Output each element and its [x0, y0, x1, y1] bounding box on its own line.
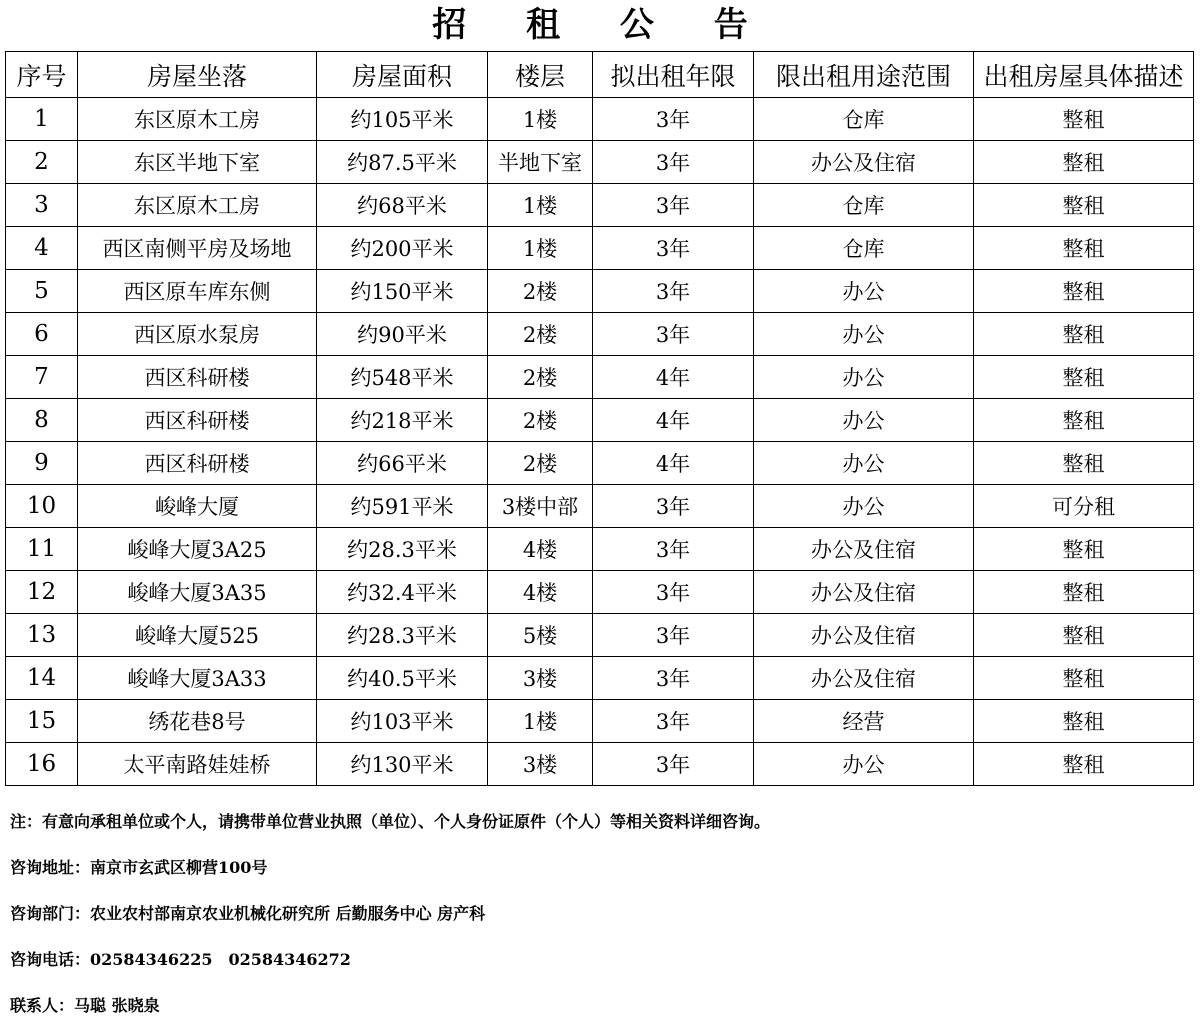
cell-lease-term: 4年	[593, 356, 754, 399]
header-location: 房屋坐落	[78, 52, 317, 98]
cell-location: 西区科研楼	[78, 399, 317, 442]
cell-floor: 半地下室	[488, 141, 593, 184]
table-row	[6, 743, 1194, 786]
cell-lease-term: 3年	[593, 270, 754, 313]
cell-area: 约105平米	[317, 98, 488, 141]
cell-floor: 4楼	[488, 528, 593, 571]
cell-lease-term: 4年	[593, 442, 754, 485]
cell-area: 约32.4平米	[317, 571, 488, 614]
cell-location: 峻峰大厦3A35	[78, 571, 317, 614]
cell-description: 整租	[974, 614, 1194, 657]
header-index: 序号	[6, 52, 78, 98]
cell-area: 约591平米	[317, 485, 488, 528]
cell-area: 约548平米	[317, 356, 488, 399]
rental-table	[5, 51, 1194, 786]
header-usage: 限出租用途范围	[754, 52, 974, 98]
cell-location: 东区半地下室	[78, 141, 317, 184]
cell-lease-term: 3年	[593, 614, 754, 657]
table-row	[6, 700, 1194, 743]
cell-floor: 2楼	[488, 442, 593, 485]
remark-text: 注：有意向承租单位或个人，请携带单位营业执照（单位）、个人身份证原件（个人）等相关资料详细咨询。	[10, 812, 771, 831]
notes-section	[10, 800, 1190, 1030]
cell-lease-term: 3年	[593, 743, 754, 786]
cell-floor: 3楼	[488, 657, 593, 700]
cell-index: 12	[6, 571, 78, 614]
cell-lease-term: 3年	[593, 184, 754, 227]
cell-area: 约87.5平米	[317, 141, 488, 184]
cell-floor: 2楼	[488, 356, 593, 399]
cell-usage: 办公及住宿	[754, 614, 974, 657]
table-row	[6, 227, 1194, 270]
cell-usage: 经营	[754, 700, 974, 743]
cell-floor: 4楼	[488, 571, 593, 614]
cell-lease-term: 4年	[593, 399, 754, 442]
cell-usage: 仓库	[754, 98, 974, 141]
cell-description: 整租	[974, 657, 1194, 700]
table-row	[6, 528, 1194, 571]
cell-floor: 3楼	[488, 743, 593, 786]
cell-lease-term: 3年	[593, 313, 754, 356]
table-row	[6, 614, 1194, 657]
cell-index: 10	[6, 485, 78, 528]
cell-index: 16	[6, 743, 78, 786]
cell-lease-term: 3年	[593, 700, 754, 743]
table-body	[6, 98, 1194, 786]
table-row	[6, 141, 1194, 184]
cell-location: 东区原木工房	[78, 184, 317, 227]
cell-area: 约218平米	[317, 399, 488, 442]
cell-index: 8	[6, 399, 78, 442]
cell-area: 约28.3平米	[317, 614, 488, 657]
cell-description: 可分租	[974, 485, 1194, 528]
cell-description: 整租	[974, 98, 1194, 141]
cell-area: 约130平米	[317, 743, 488, 786]
cell-location: 峻峰大厦3A33	[78, 657, 317, 700]
cell-lease-term: 3年	[593, 227, 754, 270]
cell-lease-term: 3年	[593, 657, 754, 700]
table-row	[6, 442, 1194, 485]
cell-description: 整租	[974, 313, 1194, 356]
cell-location: 西区科研楼	[78, 442, 317, 485]
table-row	[6, 98, 1194, 141]
cell-index: 14	[6, 657, 78, 700]
cell-floor: 5楼	[488, 614, 593, 657]
cell-description: 整租	[974, 700, 1194, 743]
cell-index: 2	[6, 141, 78, 184]
cell-description: 整租	[974, 399, 1194, 442]
cell-location: 绣花巷8号	[78, 700, 317, 743]
cell-description: 整租	[974, 227, 1194, 270]
cell-lease-term: 3年	[593, 98, 754, 141]
cell-area: 约28.3平米	[317, 528, 488, 571]
header-description: 出租房屋具体描述	[974, 52, 1194, 98]
cell-area: 约200平米	[317, 227, 488, 270]
cell-location: 西区原水泵房	[78, 313, 317, 356]
cell-index: 1	[6, 98, 78, 141]
cell-description: 整租	[974, 141, 1194, 184]
cell-lease-term: 3年	[593, 485, 754, 528]
table-row	[6, 399, 1194, 442]
cell-description: 整租	[974, 571, 1194, 614]
table-row	[6, 657, 1194, 700]
cell-index: 13	[6, 614, 78, 657]
table-row	[6, 356, 1194, 399]
cell-usage: 办公	[754, 356, 974, 399]
cell-floor: 2楼	[488, 270, 593, 313]
cell-usage: 办公	[754, 485, 974, 528]
cell-index: 6	[6, 313, 78, 356]
cell-location: 西区科研楼	[78, 356, 317, 399]
cell-location: 峻峰大厦	[78, 485, 317, 528]
cell-location: 峻峰大厦3A25	[78, 528, 317, 571]
cell-floor: 2楼	[488, 399, 593, 442]
cell-description: 整租	[974, 743, 1194, 786]
contact-text: 联系人：马聪 张晓泉	[10, 996, 160, 1015]
cell-usage: 办公	[754, 270, 974, 313]
cell-description: 整租	[974, 528, 1194, 571]
cell-index: 4	[6, 227, 78, 270]
cell-area: 约40.5平米	[317, 657, 488, 700]
header-floor: 楼层	[488, 52, 593, 98]
cell-index: 11	[6, 528, 78, 571]
cell-area: 约66平米	[317, 442, 488, 485]
cell-usage: 办公及住宿	[754, 141, 974, 184]
cell-area: 约90平米	[317, 313, 488, 356]
table-row	[6, 313, 1194, 356]
cell-area: 约103平米	[317, 700, 488, 743]
cell-description: 整租	[974, 270, 1194, 313]
cell-floor: 1楼	[488, 98, 593, 141]
cell-usage: 办公	[754, 743, 974, 786]
table-header-row	[6, 52, 1194, 98]
cell-floor: 1楼	[488, 184, 593, 227]
cell-lease-term: 3年	[593, 141, 754, 184]
cell-location: 西区原车库东侧	[78, 270, 317, 313]
cell-lease-term: 3年	[593, 528, 754, 571]
cell-location: 太平南路娃娃桥	[78, 743, 317, 786]
cell-usage: 办公及住宿	[754, 657, 974, 700]
cell-lease-term: 3年	[593, 571, 754, 614]
cell-usage: 办公	[754, 313, 974, 356]
address-text: 咨询地址：南京市玄武区柳营100号	[10, 858, 268, 877]
cell-index: 7	[6, 356, 78, 399]
cell-area: 约150平米	[317, 270, 488, 313]
table-row	[6, 571, 1194, 614]
header-area: 房屋面积	[317, 52, 488, 98]
table-row	[6, 270, 1194, 313]
cell-index: 15	[6, 700, 78, 743]
cell-location: 西区南侧平房及场地	[78, 227, 317, 270]
cell-floor: 3楼中部	[488, 485, 593, 528]
cell-index: 3	[6, 184, 78, 227]
cell-location: 峻峰大厦525	[78, 614, 317, 657]
cell-description: 整租	[974, 184, 1194, 227]
cell-usage: 办公及住宿	[754, 528, 974, 571]
cell-usage: 办公及住宿	[754, 571, 974, 614]
cell-floor: 1楼	[488, 700, 593, 743]
cell-location: 东区原木工房	[78, 98, 317, 141]
cell-usage: 办公	[754, 442, 974, 485]
cell-usage: 仓库	[754, 184, 974, 227]
cell-index: 9	[6, 442, 78, 485]
page-title: 招 租 公 告	[432, 5, 772, 45]
table-row	[6, 184, 1194, 227]
header-lease-term: 拟出租年限	[593, 52, 754, 98]
table-row	[6, 485, 1194, 528]
phone-text: 咨询电话：02584346225 02584346272	[10, 950, 351, 969]
cell-description: 整租	[974, 442, 1194, 485]
cell-area: 约68平米	[317, 184, 488, 227]
cell-usage: 仓库	[754, 227, 974, 270]
cell-index: 5	[6, 270, 78, 313]
cell-floor: 1楼	[488, 227, 593, 270]
cell-usage: 办公	[754, 399, 974, 442]
department-text: 咨询部门：农业农村部南京农业机械化研究所 后勤服务中心 房产科	[10, 904, 486, 923]
cell-floor: 2楼	[488, 313, 593, 356]
cell-description: 整租	[974, 356, 1194, 399]
